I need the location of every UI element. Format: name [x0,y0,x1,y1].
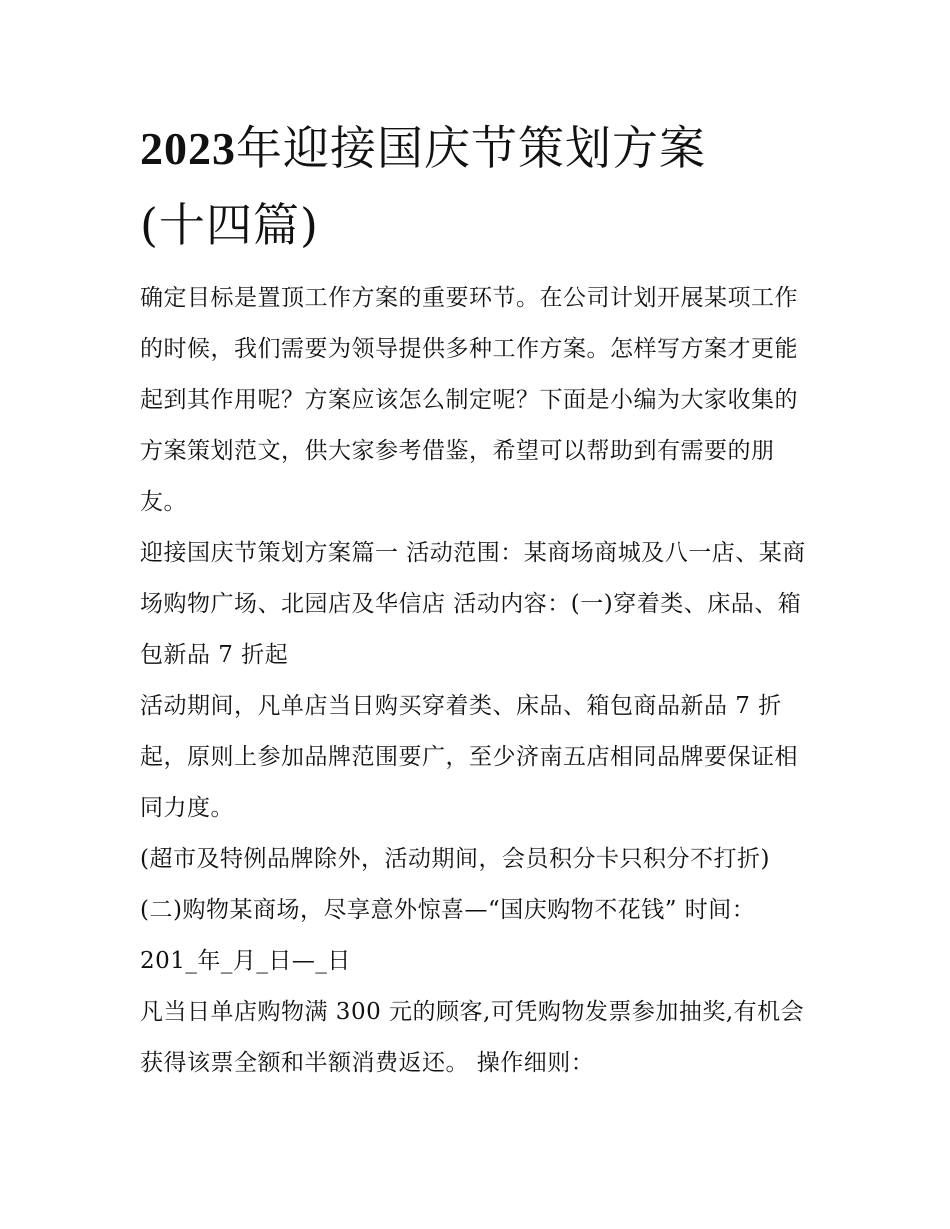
title-line-1: 年迎接国庆节策划方案 [236,121,706,175]
intro-paragraph: 确定目标是置顶工作方案的重要环节。在公司计划开展某项工作的时候，我们需要为领导提供多种工作方案。怎样写方案才更能起到其作用呢？方案应该怎么制定呢？下面是小编为大家收集的方案策划范文，供大家参考借鉴，希望可以帮助到有需要的朋友。 [140,285,798,515]
activity-scope-paragraph: 迎接国庆节策划方案篇一 活动范围：某商场商城及八一店、某商场购物广场、北园店及华信店 活动内容：(一)穿着类、床品、箱包新品 7 折起 [140,540,806,668]
title-line-2: (十四篇) [140,198,319,252]
section-two-heading: (二)购物某商场，尽享意外惊喜—“国庆购物不花钱” 时间： [140,897,756,923]
lottery-paragraph: 凡当日单店购物满 300 元的顾客,可凭购物发票参加抽奖,有机会获得该票全额和半额消费返还。 操作细则： [140,999,805,1076]
exclusion-note: (超市及特例品牌除外，活动期间，会员积分卡只积分不打折) [140,846,770,872]
discount-paragraph: 活动期间，凡单店当日购买穿着类、床品、箱包商品新品 7 折起，原则上参加品牌范围要广，至少济南五店相同品牌要保证相同力度。 [140,693,798,821]
document-title [140,110,820,263]
document-page [140,110,820,1089]
title-year: 2023 [140,123,236,174]
date-range: 201_年_月_日—_日 [140,948,351,974]
